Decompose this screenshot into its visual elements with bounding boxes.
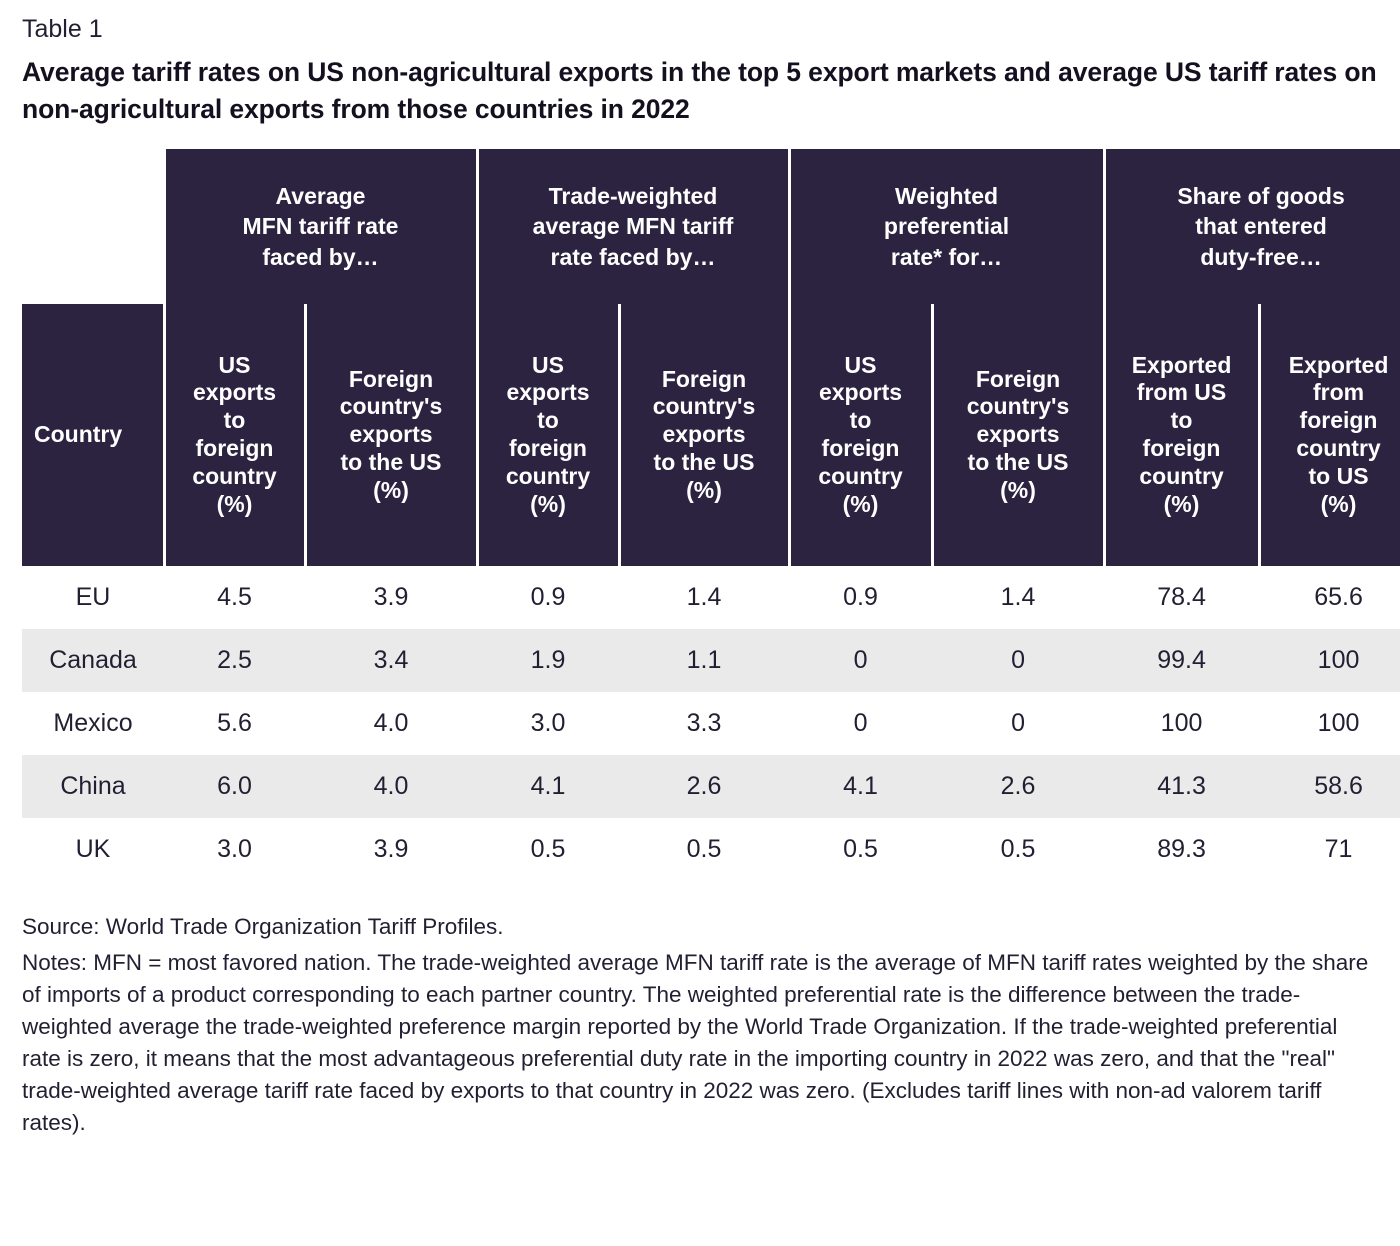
header-col-8-label: Exported from foreign country to US (%) xyxy=(1288,351,1389,517)
header-group-weighted-preferential xyxy=(789,149,1104,304)
table-title: Average tariff rates on US non-agricultural exports in the top 5 export markets and average US tariff rates on non-agricultural exports from those countries in 2022 xyxy=(22,57,1377,124)
header-col-4-label: Foreign country's exports to the US (%) xyxy=(652,365,756,503)
header-col-country-label: Country xyxy=(34,421,123,448)
header-group-avg-mfn-label: Average MFN tariff rate faced by… xyxy=(242,182,399,270)
table-cell-value: 4.0 xyxy=(373,709,409,738)
header-col-7-label: Exported from US to foreign country (%) xyxy=(1131,351,1232,517)
table-footnotes xyxy=(22,911,1378,1139)
table-cell-value: 3.0 xyxy=(217,835,252,864)
table-cell-value: 3.9 xyxy=(373,583,409,612)
table-cell-value: 0.5 xyxy=(530,835,566,864)
header-group-avg-mfn xyxy=(164,149,477,304)
table-cell-value: 2.6 xyxy=(932,755,1104,818)
table-cell-value: 3.4 xyxy=(305,629,477,692)
table-cell-value: 1.4 xyxy=(686,583,722,612)
table-cell-value: 0 xyxy=(1011,709,1025,738)
table-cell-value: 4.5 xyxy=(217,583,252,612)
header-col-5 xyxy=(789,304,932,566)
header-col-country xyxy=(22,304,164,566)
table-cell-value: 3.0 xyxy=(530,709,566,738)
header-col-5-label: US exports to foreign country (%) xyxy=(818,351,903,517)
header-col-1-label: US exports to foreign country (%) xyxy=(192,351,277,517)
table-cell-value: 99.4 xyxy=(1104,629,1259,692)
table-cell-value: 6.0 xyxy=(164,755,305,818)
table-label: Table 1 xyxy=(22,15,103,43)
header-sub-row xyxy=(22,304,1400,566)
table-cell-value: 100 xyxy=(1160,709,1203,738)
table-cell-value: 0 xyxy=(789,629,932,692)
table-cell-value: 100 xyxy=(1317,709,1360,738)
table-cell-value: 4.1 xyxy=(789,755,932,818)
header-col-7 xyxy=(1104,304,1259,566)
table-cell-value: 2.6 xyxy=(619,755,789,818)
header-col-3-label: US exports to foreign country (%) xyxy=(505,351,591,517)
header-group-row xyxy=(22,149,1400,304)
table-cell-value: 1.9 xyxy=(477,629,619,692)
table-cell-value: 4.0 xyxy=(305,755,477,818)
table-cell-value: 4.1 xyxy=(477,755,619,818)
table-cell-value: 0.5 xyxy=(843,835,878,864)
table-row xyxy=(22,629,1400,692)
table-cell-value: 0 xyxy=(932,629,1104,692)
table-cell-value: 89.3 xyxy=(1157,835,1206,864)
header-group-weighted-preferential-label: Weighted preferential rate* for… xyxy=(883,182,1010,270)
table-cell-value: 58.6 xyxy=(1259,755,1400,818)
header-col-6-label: Foreign country's exports to the US (%) xyxy=(966,365,1070,503)
header-group-trade-weighted-mfn-label: Trade-weighted average MFN tariff rate faced by… xyxy=(532,182,734,270)
table-cell-country: China xyxy=(22,755,164,818)
table-cell-value: 5.6 xyxy=(217,709,252,738)
header-col-6 xyxy=(932,304,1104,566)
notes-text: Notes: MFN = most favored nation. The trade-weighted average MFN tariff rate is the average of MFN tariff rates weighted by the share of imports of a product corresponding to each partner country. The weighted preferential rate is the difference between the trade-weighted average the trade-weighted preference margin reported by the World Trade Organization. If the trade-weighted preferential rate is zero, it means that the most advantageous preferential duty rate in the importing country in 2022 was zero, and that the "real" trade-weighted average tariff rate faced by exports to that country in 2022 was zero. (Excludes tariff lines with non-ad valorem tariff rates). xyxy=(22,950,1369,1135)
table-cell-country: EU xyxy=(75,583,111,612)
table-cell-country: UK xyxy=(75,835,111,864)
table-row xyxy=(22,692,1400,755)
tariff-table xyxy=(22,149,1400,881)
header-group-duty-free-share-label: Share of goods that entered duty-free… xyxy=(1177,182,1345,270)
table-cell-value: 3.9 xyxy=(373,835,409,864)
table-cell-value: 0.5 xyxy=(1000,835,1036,864)
table-cell-value: 1.1 xyxy=(619,629,789,692)
table-cell-value: 71 xyxy=(1324,835,1353,864)
table-cell-country: Mexico xyxy=(53,709,133,738)
source-note: Source: World Trade Organization Tariff Profiles. xyxy=(22,914,504,940)
header-col-1 xyxy=(164,304,305,566)
header-col-8 xyxy=(1259,304,1400,566)
table-cell-value: 78.4 xyxy=(1157,583,1206,612)
table-row xyxy=(22,818,1400,881)
header-group-duty-free-share xyxy=(1104,149,1400,304)
table-cell-country: Canada xyxy=(22,629,164,692)
table-cell-value: 0.5 xyxy=(686,835,722,864)
table-body xyxy=(22,566,1400,881)
header-col-2-label: Foreign country's exports to the US (%) xyxy=(339,365,443,503)
table-row xyxy=(22,755,1400,818)
header-col-4 xyxy=(619,304,789,566)
header-group-trade-weighted-mfn xyxy=(477,149,789,304)
table-cell-value: 3.3 xyxy=(686,709,722,738)
table-cell-value: 0.9 xyxy=(530,583,566,612)
table-cell-value: 1.4 xyxy=(1000,583,1036,612)
table-cell-value: 65.6 xyxy=(1314,583,1363,612)
table-cell-value: 0 xyxy=(853,709,868,738)
table-cell-value: 0.9 xyxy=(843,583,878,612)
table-cell-value: 2.5 xyxy=(164,629,305,692)
header-corner-blank xyxy=(22,149,164,304)
table-cell-value: 41.3 xyxy=(1104,755,1259,818)
table-cell-value: 100 xyxy=(1259,629,1400,692)
table-header xyxy=(22,149,1400,566)
header-col-2 xyxy=(305,304,477,566)
table-row xyxy=(22,566,1400,629)
header-col-3 xyxy=(477,304,619,566)
